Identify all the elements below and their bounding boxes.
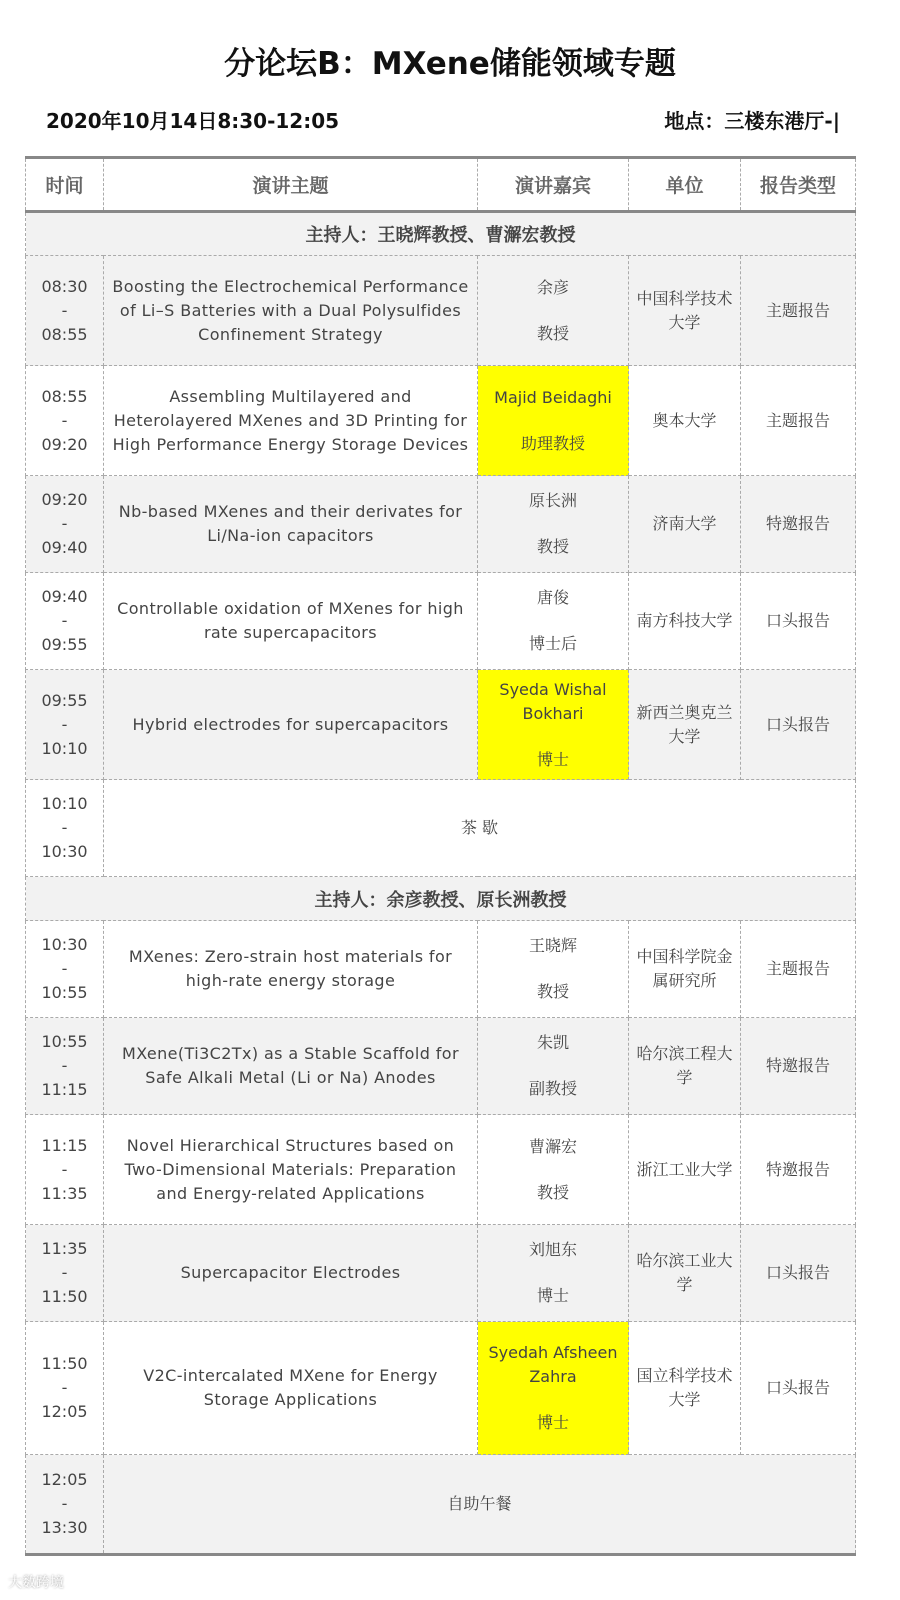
event-date: 2020年10月14日8:30-12:05 [46, 109, 340, 133]
col-header-type: 报告类型 [741, 158, 856, 212]
host-label: 主持人：余彦教授、原长洲教授 [26, 877, 856, 921]
speaker-title: 博士 [536, 749, 569, 769]
table-row [26, 1322, 856, 1455]
speaker-title: 博士 [536, 1413, 569, 1432]
speaker-name: 曹澥宏 [528, 1136, 577, 1156]
speaker-name: 朱凯 [536, 1033, 569, 1052]
unit-cell: 中国科学技术大学 [629, 256, 741, 366]
topic-cell: Supercapacitor Electrodes [104, 1225, 478, 1322]
speaker-title: 博士后 [528, 634, 577, 653]
break-label: 自助午餐 [104, 1455, 856, 1555]
unit-cell: 国立科学技术大学 [629, 1322, 741, 1455]
table-row [26, 921, 856, 1018]
time-cell [26, 573, 104, 670]
speaker-title: 博士 [536, 1286, 569, 1305]
time-start: 10:30 [41, 935, 88, 954]
topic-cell: Novel Hierarchical Structures based on Two-Dimensional Materials: Preparation and Energy-related Applications [104, 1115, 478, 1225]
speaker-cell [478, 476, 629, 573]
event-venue: 地点：三楼东港厅-| [664, 109, 840, 133]
time-start: 10:10 [41, 794, 88, 813]
col-header-unit: 单位 [629, 158, 741, 212]
time-end: 11:35 [41, 1183, 88, 1203]
speaker-name: 余彦 [536, 277, 569, 297]
topic-cell: Assembling Multilayered and Heterolayered MXenes and 3D Printing for High Performance Energy Storage Devices [104, 366, 478, 476]
speaker-name: 刘旭东 [528, 1240, 577, 1259]
time-start: 10:55 [41, 1032, 88, 1051]
topic-cell: MXene(Ti3C2Tx) as a Stable Scaffold for Safe Alkali Metal (Li or Na) Anodes [104, 1018, 478, 1115]
time-end: 08:55 [41, 324, 88, 344]
time-end: 11:50 [41, 1287, 88, 1306]
time-end: 13:30 [41, 1518, 88, 1537]
time-dash: - [61, 1494, 68, 1513]
unit-cell: 哈尔滨工程大学 [629, 1018, 741, 1115]
speaker-cell [478, 573, 629, 670]
time-cell [26, 921, 104, 1018]
time-dash: - [61, 1159, 68, 1179]
unit-cell: 新西兰奥克兰大学 [629, 670, 741, 780]
break-label: 茶 歇 [104, 780, 856, 877]
time-dash: - [61, 1378, 68, 1397]
unit-cell: 哈尔滨工业大学 [629, 1225, 741, 1322]
col-header-speaker: 演讲嘉宾 [478, 158, 629, 212]
topic-cell: Nb-based MXenes and their derivates for Li/Na-ion capacitors [104, 476, 478, 573]
topic-cell: MXenes: Zero-strain host materials for high-rate energy storage [104, 921, 478, 1018]
unit-cell: 济南大学 [629, 476, 741, 573]
time-start: 12:05 [41, 1470, 88, 1489]
time-dash: - [61, 1056, 68, 1075]
type-cell: 口头报告 [741, 1225, 856, 1322]
break-row [26, 780, 856, 877]
time-cell [26, 476, 104, 573]
topic-cell: Controllable oxidation of MXenes for high rate supercapacitors [104, 573, 478, 670]
speaker-cell [478, 1018, 629, 1115]
type-cell: 口头报告 [741, 670, 856, 780]
unit-cell: 南方科技大学 [629, 573, 741, 670]
col-header-time: 时间 [26, 158, 104, 212]
time-end: 09:20 [41, 434, 88, 454]
speaker-name: 唐俊 [536, 588, 569, 607]
time-cell [26, 780, 104, 877]
type-cell: 主题报告 [741, 921, 856, 1018]
time-start: 08:30 [41, 276, 88, 296]
speaker-name: 王晓辉 [528, 936, 577, 955]
time-dash: - [61, 514, 68, 533]
speaker-title: 助理教授 [520, 433, 585, 453]
table-row [26, 1115, 856, 1225]
table-row [26, 256, 856, 366]
time-end: 12:05 [41, 1402, 88, 1421]
speaker-cell [478, 921, 629, 1018]
host-label: 主持人：王晓辉教授、曹澥宏教授 [26, 212, 856, 256]
time-cell [26, 1225, 104, 1322]
table-row [26, 573, 856, 670]
table-row [26, 476, 856, 573]
time-cell [26, 1018, 104, 1115]
table-row [26, 1225, 856, 1322]
time-end: 09:55 [41, 635, 88, 654]
page-title: 分论坛B：MXene储能领域专题 [224, 46, 676, 82]
speaker-title: 教授 [536, 323, 569, 343]
speaker-title: 教授 [536, 1182, 569, 1202]
time-start: 11:50 [41, 1354, 88, 1373]
time-end: 10:30 [41, 842, 88, 861]
speaker-name: Majid Beidaghi [494, 387, 612, 407]
watermark: 大数跨境 [8, 1575, 64, 1591]
time-cell [26, 1322, 104, 1455]
time-start: 11:15 [41, 1135, 88, 1155]
col-header-topic: 演讲主题 [104, 158, 478, 212]
time-dash: - [61, 818, 68, 837]
type-cell: 主题报告 [741, 256, 856, 366]
time-end: 11:15 [41, 1080, 88, 1099]
speaker-title: 教授 [536, 537, 569, 556]
type-cell: 特邀报告 [741, 1115, 856, 1225]
break-row [26, 1455, 856, 1555]
time-cell [26, 1455, 104, 1555]
speaker-name: Syedah Afsheen Zahra [488, 1343, 618, 1386]
time-dash: - [61, 1263, 68, 1282]
unit-cell: 中国科学院金属研究所 [629, 921, 741, 1018]
type-cell: 特邀报告 [741, 476, 856, 573]
speaker-cell [478, 670, 629, 780]
speaker-cell [478, 1115, 629, 1225]
time-end: 09:40 [41, 538, 88, 557]
host-row [26, 877, 856, 921]
time-cell [26, 1115, 104, 1225]
host-row [26, 212, 856, 256]
time-start: 08:55 [41, 386, 88, 406]
topic-cell: Hybrid electrodes for supercapacitors [104, 670, 478, 780]
type-cell: 特邀报告 [741, 1018, 856, 1115]
speaker-title: 副教授 [528, 1079, 577, 1098]
unit-cell: 浙江工业大学 [629, 1115, 741, 1225]
speaker-title: 教授 [536, 982, 569, 1001]
time-cell [26, 366, 104, 476]
speaker-cell [478, 256, 629, 366]
time-end: 10:10 [41, 738, 88, 758]
time-start: 09:40 [41, 587, 88, 606]
table-row [26, 366, 856, 476]
time-cell [26, 670, 104, 780]
time-dash: - [61, 611, 68, 630]
table-row [26, 1018, 856, 1115]
type-cell: 口头报告 [741, 573, 856, 670]
speaker-name: Syeda Wishal Bokhari [499, 679, 607, 723]
time-start: 11:35 [41, 1239, 88, 1258]
time-start: 09:55 [41, 690, 88, 710]
topic-cell: Boosting the Electrochemical Performance of Li–S Batteries with a Dual Polysulfides Confinement Strategy [104, 256, 478, 366]
speaker-cell [478, 366, 629, 476]
time-cell [26, 256, 104, 366]
time-end: 10:55 [41, 983, 88, 1002]
speaker-cell [478, 1225, 629, 1322]
time-dash: - [61, 714, 68, 734]
schedule-table [25, 156, 856, 1556]
type-cell: 口头报告 [741, 1322, 856, 1455]
speaker-cell [478, 1322, 629, 1455]
time-dash: - [61, 300, 68, 320]
time-dash: - [61, 410, 68, 430]
speaker-name: 原长洲 [528, 491, 577, 510]
unit-cell: 奥本大学 [629, 366, 741, 476]
header-row [26, 158, 856, 212]
type-cell: 主题报告 [741, 366, 856, 476]
time-dash: - [61, 959, 68, 978]
topic-cell: V2C-intercalated MXene for Energy Storage Applications [104, 1322, 478, 1455]
time-start: 09:20 [41, 490, 88, 509]
table-row [26, 670, 856, 780]
